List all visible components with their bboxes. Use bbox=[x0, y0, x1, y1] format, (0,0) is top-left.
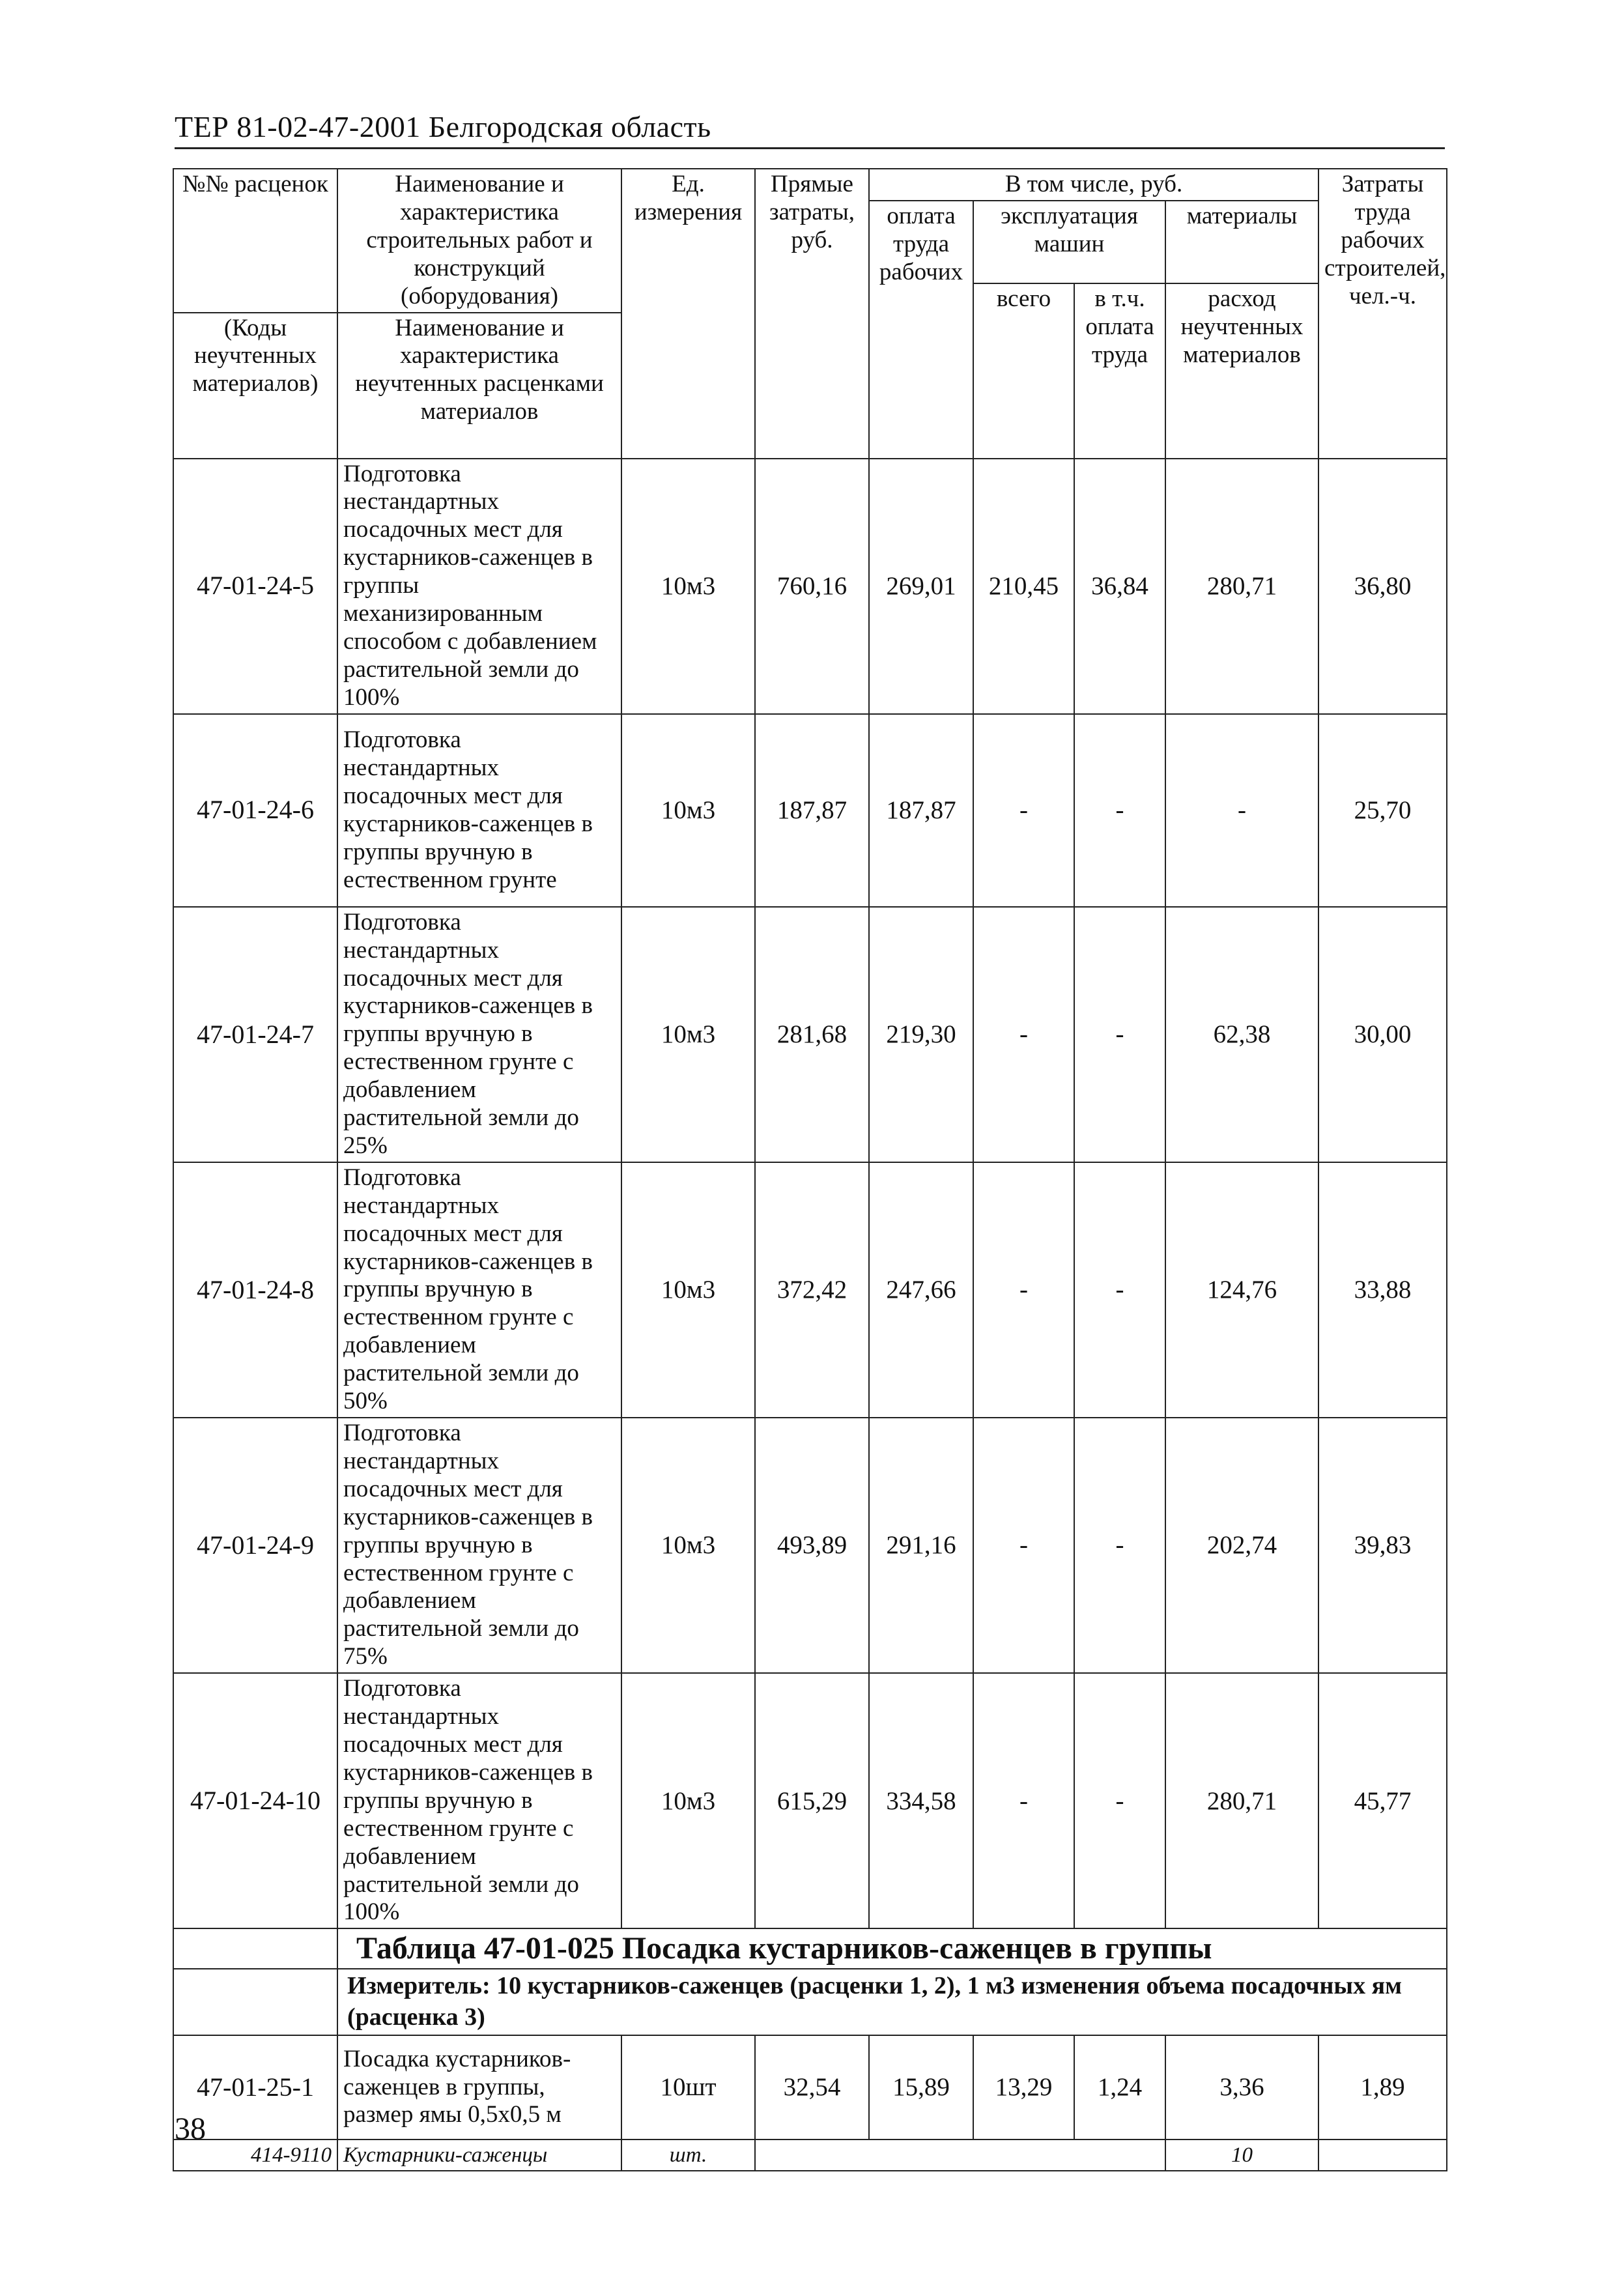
rate-labor-cost: 36,80 bbox=[1318, 459, 1447, 714]
table-row bbox=[173, 714, 1447, 907]
section-measure: Измеритель: 10 кустарников-саженцев (расценки 1, 2), 1 м3 изменения объема посадочных ям (расценка 3) bbox=[337, 1969, 1447, 2035]
material-row bbox=[173, 2140, 1447, 2171]
rate-name: Подготовка нестандартных посадочных мест для кустарников-саженцев в группы вручную в естественном грунте с добавлением растительной земли до 25% bbox=[337, 907, 621, 1162]
header-labor-cost: Затраты труда рабочих строителей, чел.-ч. bbox=[1318, 169, 1447, 459]
rates-table bbox=[173, 168, 1447, 2171]
rate-direct: 615,29 bbox=[755, 1673, 869, 1928]
header-labor-pay: оплата труда рабочих bbox=[869, 201, 973, 459]
rate-unit: 10шт bbox=[621, 2035, 755, 2140]
rate-machines: 210,45 bbox=[973, 459, 1074, 714]
header-name: Наименование и характеристика строительных работ и конструкций (оборудования) bbox=[337, 169, 621, 313]
rate-materials: 280,71 bbox=[1165, 1673, 1318, 1928]
rate-code: 47-01-24-9 bbox=[173, 1418, 337, 1673]
rate-labor: 15,89 bbox=[869, 2035, 973, 2140]
rate-name: Подготовка нестандартных посадочных мест для кустарников-саженцев в группы вручную в естественном грунте bbox=[337, 714, 621, 907]
rate-labor: 247,66 bbox=[869, 1162, 973, 1418]
rate-labor: 187,87 bbox=[869, 714, 973, 907]
header-direct: Прямые затраты, руб. bbox=[755, 169, 869, 459]
material-qty: 10 bbox=[1165, 2140, 1318, 2171]
table-row bbox=[173, 907, 1447, 1162]
rate-machines-labor: 36,84 bbox=[1074, 459, 1165, 714]
header-code-alt: (Коды неучтенных материалов) bbox=[173, 313, 337, 459]
rate-labor-cost: 1,89 bbox=[1318, 2035, 1447, 2140]
rate-machines-labor: - bbox=[1074, 714, 1165, 907]
rate-labor-cost: 33,88 bbox=[1318, 1162, 1447, 1418]
rate-unit: 10м3 bbox=[621, 714, 755, 907]
rate-machines-labor: - bbox=[1074, 1673, 1165, 1928]
material-empty bbox=[755, 2140, 1165, 2171]
rate-materials: 124,76 bbox=[1165, 1162, 1318, 1418]
header-row-1 bbox=[173, 169, 1447, 201]
rate-name: Подготовка нестандартных посадочных мест для кустарников-саженцев в группы вручную в естественном грунте с добавлением растительной земли до 75% bbox=[337, 1418, 621, 1673]
header-materials: материалы bbox=[1165, 201, 1318, 283]
rate-unit: 10м3 bbox=[621, 1418, 755, 1673]
rate-machines: - bbox=[973, 907, 1074, 1162]
rate-name: Подготовка нестандартных посадочных мест для кустарников-саженцев в группы вручную в естественном грунте с добавлением растительной земли до 50% bbox=[337, 1162, 621, 1418]
rate-materials: 280,71 bbox=[1165, 459, 1318, 714]
header-rule bbox=[175, 147, 1445, 149]
rate-unit: 10м3 bbox=[621, 1162, 755, 1418]
rate-code: 47-01-25-1 bbox=[173, 2035, 337, 2140]
header-name-alt: Наименование и характеристика неучтенных расценками материалов bbox=[337, 313, 621, 459]
rate-code: 47-01-24-7 bbox=[173, 907, 337, 1162]
rate-unit: 10м3 bbox=[621, 907, 755, 1162]
header-machines-total: всего bbox=[973, 283, 1074, 459]
rate-labor: 219,30 bbox=[869, 907, 973, 1162]
rate-direct: 32,54 bbox=[755, 2035, 869, 2140]
rate-unit: 10м3 bbox=[621, 459, 755, 714]
rate-machines: 13,29 bbox=[973, 2035, 1074, 2140]
rate-labor: 291,16 bbox=[869, 1418, 973, 1673]
table-row bbox=[173, 1673, 1447, 1928]
rate-direct: 281,68 bbox=[755, 907, 869, 1162]
rate-code: 47-01-24-5 bbox=[173, 459, 337, 714]
rate-direct: 760,16 bbox=[755, 459, 869, 714]
rate-unit: 10м3 bbox=[621, 1673, 755, 1928]
header-materials-alt: расход неучтенных материалов bbox=[1165, 283, 1318, 459]
rate-materials: 202,74 bbox=[1165, 1418, 1318, 1673]
rate-machines-labor: - bbox=[1074, 1418, 1165, 1673]
header-unit: Ед. измерения bbox=[621, 169, 755, 459]
rate-materials: 62,38 bbox=[1165, 907, 1318, 1162]
header-code: №№ расценок bbox=[173, 169, 337, 313]
rate-direct: 493,89 bbox=[755, 1418, 869, 1673]
rate-machines: - bbox=[973, 714, 1074, 907]
rate-labor-cost: 30,00 bbox=[1318, 907, 1447, 1162]
table-row bbox=[173, 1418, 1447, 1673]
rate-machines: - bbox=[973, 1162, 1074, 1418]
rate-machines-labor: 1,24 bbox=[1074, 2035, 1165, 2140]
material-name: Кустарники-саженцы bbox=[337, 2140, 621, 2171]
rate-machines: - bbox=[973, 1418, 1074, 1673]
rate-materials: - bbox=[1165, 714, 1318, 907]
material-code: 414-9110 bbox=[173, 2140, 337, 2171]
rate-labor-cost: 25,70 bbox=[1318, 714, 1447, 907]
table-row bbox=[173, 459, 1447, 714]
rate-labor-cost: 45,77 bbox=[1318, 1673, 1447, 1928]
rate-name: Посадка кустарников-саженцев в группы, размер ямы 0,5х0,5 м bbox=[337, 2035, 621, 2140]
rate-materials: 3,36 bbox=[1165, 2035, 1318, 2140]
rate-direct: 187,87 bbox=[755, 714, 869, 907]
rate-labor-cost: 39,83 bbox=[1318, 1418, 1447, 1673]
rate-machines: - bbox=[973, 1673, 1074, 1928]
section-title: Таблица 47-01-025 Посадка кустарников-саженцев в группы bbox=[337, 1928, 1447, 1969]
rate-labor: 334,58 bbox=[869, 1673, 973, 1928]
rate-name: Подготовка нестандартных посадочных мест для кустарников-саженцев в группы механизированным способом с добавлением растительной земли до 100% bbox=[337, 459, 621, 714]
header-including: В том числе, руб. bbox=[869, 169, 1318, 201]
rate-machines-labor: - bbox=[1074, 1162, 1165, 1418]
section-measure-spacer bbox=[173, 1969, 337, 2035]
rate-code: 47-01-24-8 bbox=[173, 1162, 337, 1418]
rate-direct: 372,42 bbox=[755, 1162, 869, 1418]
section-title-spacer bbox=[173, 1928, 337, 1969]
rate-code: 47-01-24-6 bbox=[173, 714, 337, 907]
rate-machines-labor: - bbox=[1074, 907, 1165, 1162]
header-machines: эксплуатация машин bbox=[973, 201, 1165, 283]
header-machines-labor: в т.ч. оплата труда bbox=[1074, 283, 1165, 459]
rate-name: Подготовка нестандартных посадочных мест для кустарников-саженцев в группы вручную в естественном грунте с добавлением растительной земли до 100% bbox=[337, 1673, 621, 1928]
rate-labor: 269,01 bbox=[869, 459, 973, 714]
rate-code: 47-01-24-10 bbox=[173, 1673, 337, 1928]
section-title-row bbox=[173, 1928, 1447, 1969]
material-empty-last bbox=[1318, 2140, 1447, 2171]
table-row bbox=[173, 2035, 1447, 2140]
section-measure-row bbox=[173, 1969, 1447, 2035]
material-unit: шт. bbox=[621, 2140, 755, 2171]
table-row bbox=[173, 1162, 1447, 1418]
page-header: ТЕР 81-02-47-2001 Белгородская область bbox=[175, 110, 711, 143]
page-number: 38 bbox=[175, 2111, 206, 2146]
